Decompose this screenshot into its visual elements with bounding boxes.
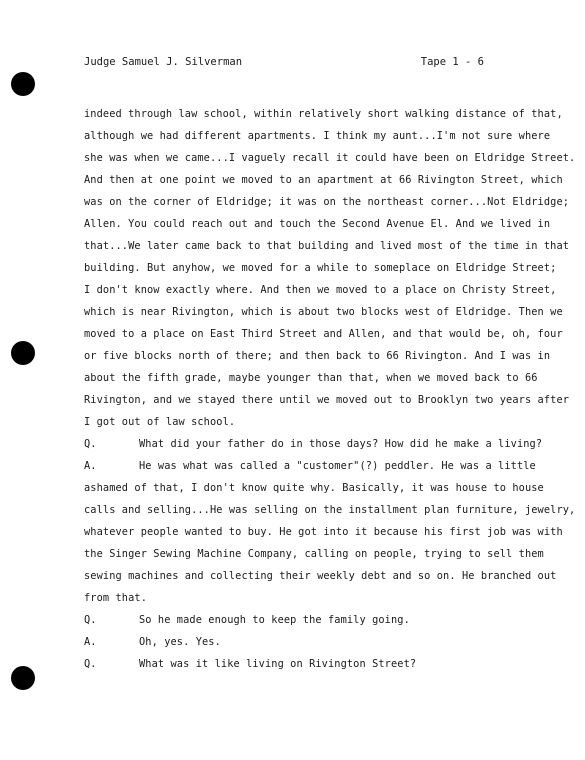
transcript-line	[84, 367, 554, 389]
line-text: about the fifth grade, maybe younger than that, when we moved back to 66	[84, 372, 538, 384]
line-text: whatever people wanted to buy. He got into it because his first job was with	[84, 526, 563, 538]
speaker-label: Q.	[84, 614, 97, 626]
line-text: So he made enough to keep the family going.	[139, 614, 410, 626]
speaker-label: A.	[84, 636, 97, 648]
transcript-line	[84, 213, 554, 235]
line-text: which is near Rivington, which is about two blocks west of Eldridge. Then we	[84, 306, 563, 318]
transcript-line	[84, 411, 554, 433]
line-text: although we had different apartments. I think my aunt...I'm not sure where	[84, 130, 551, 142]
header-interviewee: Judge Samuel J. Silverman	[84, 56, 243, 68]
transcript-line	[84, 345, 554, 367]
transcript-line	[84, 301, 563, 323]
transcript-line	[84, 169, 563, 191]
line-text: sewing machines and collecting their weekly debt and so on. He branched out	[84, 570, 557, 582]
line-text: And then at one point we moved to an apartment at 66 Rivington Street, which	[84, 174, 563, 186]
binder-hole-bottom	[11, 666, 35, 690]
line-text: was on the corner of Eldridge; it was on the northeast corner...Not Eldridge;	[84, 196, 570, 208]
line-text: that...We later came back to that building and lived most of the time in that	[84, 240, 570, 252]
binder-hole-top	[11, 72, 35, 96]
line-text: What did your father do in those days? How did he make a living?	[139, 438, 543, 450]
transcript-line	[84, 147, 576, 169]
transcript-body	[84, 103, 576, 675]
speaker-label: A.	[84, 460, 97, 472]
speaker-label: Q.	[84, 438, 97, 450]
line-text: she was when we came...I vaguely recall it could have been on Eldridge Street.	[84, 152, 576, 164]
line-text: from that.	[84, 592, 147, 604]
dialogue-line	[84, 631, 554, 653]
line-text: Allen. You could reach out and touch the Second Avenue El. And we lived in	[84, 218, 551, 230]
dialogue-line	[84, 653, 554, 675]
dialogue-line	[84, 455, 554, 477]
transcript-line	[84, 521, 563, 543]
transcript-line	[84, 587, 554, 609]
line-text: calls and selling...He was selling on the installment plan furniture, jewelry,	[84, 504, 576, 516]
transcript-line	[84, 235, 570, 257]
line-text: or five blocks north of there; and then back to 66 Rivington. And I was in	[84, 350, 551, 362]
line-text: What was it like living on Rivington Street?	[139, 658, 417, 670]
line-text: ashamed of that, I don't know quite why. Basically, it was house to house	[84, 482, 544, 494]
line-text: the Singer Sewing Machine Company, calling on people, trying to sell them	[84, 548, 544, 560]
speaker-label: Q.	[84, 658, 97, 670]
line-text: I don't know exactly where. And then we moved to a place on Christy Street,	[84, 284, 557, 296]
transcript-line	[84, 191, 570, 213]
binder-hole-middle	[11, 341, 35, 365]
line-text: Rivington, and we stayed there until we moved out to Brooklyn two years after	[84, 394, 570, 406]
transcript-line	[84, 477, 554, 499]
transcript-line	[84, 389, 570, 411]
line-text: building. But anyhow, we moved for a while to someplace on Eldridge Street;	[84, 262, 557, 274]
dialogue-line	[84, 433, 554, 455]
line-text: indeed through law school, within relatively short walking distance of that,	[84, 108, 563, 120]
line-text: He was what was called a "customer"(?) peddler. He was a little	[139, 460, 536, 472]
transcript-line	[84, 323, 563, 345]
line-text: moved to a place on East Third Street and Allen, and that would be, oh, four	[84, 328, 563, 340]
line-text: I got out of law school.	[84, 416, 236, 428]
dialogue-line	[84, 609, 554, 631]
transcript-line	[84, 565, 557, 587]
line-text: Oh, yes. Yes.	[139, 636, 221, 648]
transcript-line	[84, 279, 557, 301]
transcript-line	[84, 499, 576, 521]
transcript-line	[84, 543, 554, 565]
transcript-line	[84, 125, 554, 147]
header-tape-page: Tape 1 - 6	[420, 56, 484, 68]
transcript-line	[84, 257, 557, 279]
transcript-line	[84, 103, 563, 125]
